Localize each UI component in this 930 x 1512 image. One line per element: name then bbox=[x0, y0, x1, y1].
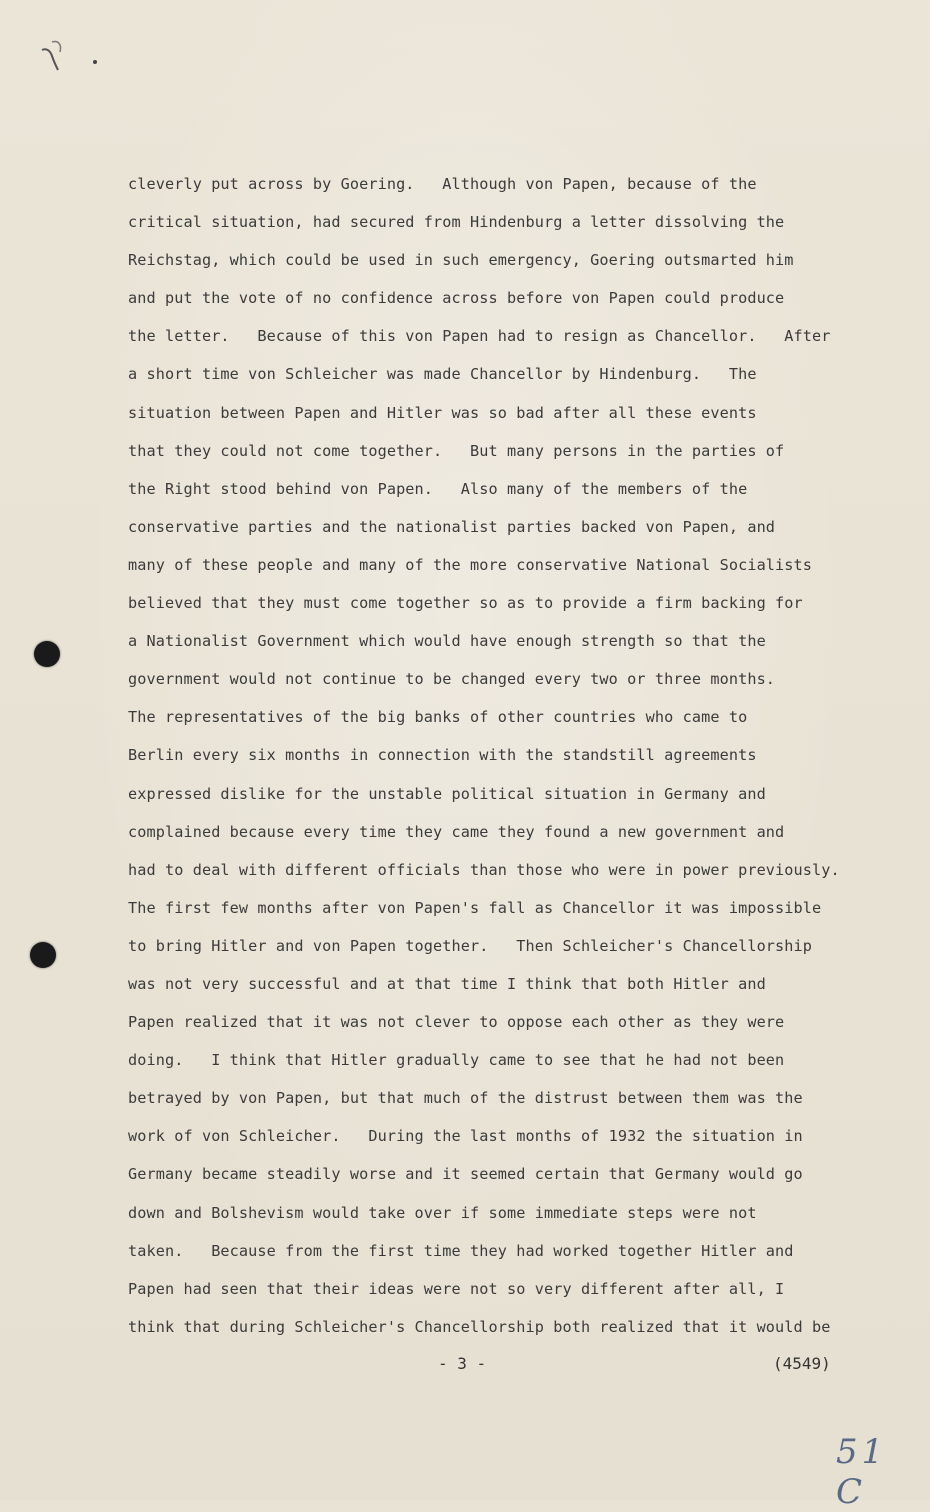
ink-dot bbox=[93, 60, 97, 64]
text-line: government would not continue to be changed every two or three months. bbox=[128, 670, 776, 689]
text-line: and put the vote of no confidence across before von Papen could produce bbox=[128, 289, 785, 308]
text-line: the Right stood behind von Papen. Also many of the members of the bbox=[128, 479, 748, 498]
text-line: think that during Schleicher's Chancellorship both realized that it would be bbox=[128, 1317, 831, 1336]
text-line: expressed dislike for the unstable political situation in Germany and bbox=[128, 784, 766, 803]
text-line: to bring Hitler and von Papen together. Then Schleicher's Chancellorship bbox=[128, 936, 813, 955]
text-line: taken. Because from the first time they had worked together Hitler and bbox=[128, 1241, 794, 1260]
text-line: the letter. Because of this von Papen had to resign as Chancellor. After bbox=[128, 327, 831, 346]
text-line: situation between Papen and Hitler was so bad after all these events bbox=[128, 403, 757, 422]
document-number: (4549) bbox=[773, 1354, 831, 1373]
text-line: many of these people and many of the more conservative National Socialists bbox=[128, 555, 813, 574]
text-line: Berlin every six months in connection with the standstill agreements bbox=[128, 746, 757, 765]
punch-hole-lower bbox=[30, 942, 56, 968]
text-line: had to deal with different officials than those who were in power previously. bbox=[128, 860, 840, 879]
text-line: critical situation, had secured from Hindenburg a letter dissolving the bbox=[128, 213, 785, 232]
text-line: conservative parties and the nationalist parties backed von Papen, and bbox=[128, 517, 776, 536]
text-line: Papen realized that it was not clever to oppose each other as they were bbox=[128, 1013, 785, 1032]
text-line: a Nationalist Government which would have enough strength so that the bbox=[128, 632, 766, 651]
pencil-mark bbox=[36, 36, 76, 80]
page-number: - 3 - bbox=[438, 1354, 487, 1373]
text-line: work of von Schleicher. During the last months of 1932 the situation in bbox=[128, 1127, 803, 1146]
handwritten-annotation: 51 C bbox=[836, 1432, 888, 1512]
text-line: Reichstag, which could be used in such emergency, Goering outsmarted him bbox=[128, 251, 794, 270]
text-line: was not very successful and at that time I think that both Hitler and bbox=[128, 974, 766, 993]
typed-body-text bbox=[128, 172, 888, 1353]
text-line: doing. I think that Hitler gradually came to see that he had not been bbox=[128, 1051, 785, 1070]
text-line: complained because every time they came they found a new government and bbox=[128, 822, 785, 841]
text-line: cleverly put across by Goering. Although von Papen, because of the bbox=[128, 175, 757, 193]
text-line: The first few months after von Papen's fall as Chancellor it was impossible bbox=[128, 898, 822, 917]
text-line: down and Bolshevism would take over if some immediate steps were not bbox=[128, 1203, 757, 1222]
text-line: betrayed by von Papen, but that much of the distrust between them was the bbox=[128, 1089, 803, 1108]
text-line: Germany became steadily worse and it seemed certain that Germany would go bbox=[128, 1165, 803, 1184]
text-line: that they could not come together. But many persons in the parties of bbox=[128, 441, 785, 460]
text-line: believed that they must come together so as to provide a firm backing for bbox=[128, 594, 803, 613]
text-line: The representatives of the big banks of other countries who came to bbox=[128, 708, 748, 727]
text-line: Papen had seen that their ideas were not so very different after all, I bbox=[128, 1279, 785, 1298]
text-line: a short time von Schleicher was made Chancellor by Hindenburg. The bbox=[128, 365, 757, 384]
punch-hole-upper bbox=[34, 641, 60, 667]
